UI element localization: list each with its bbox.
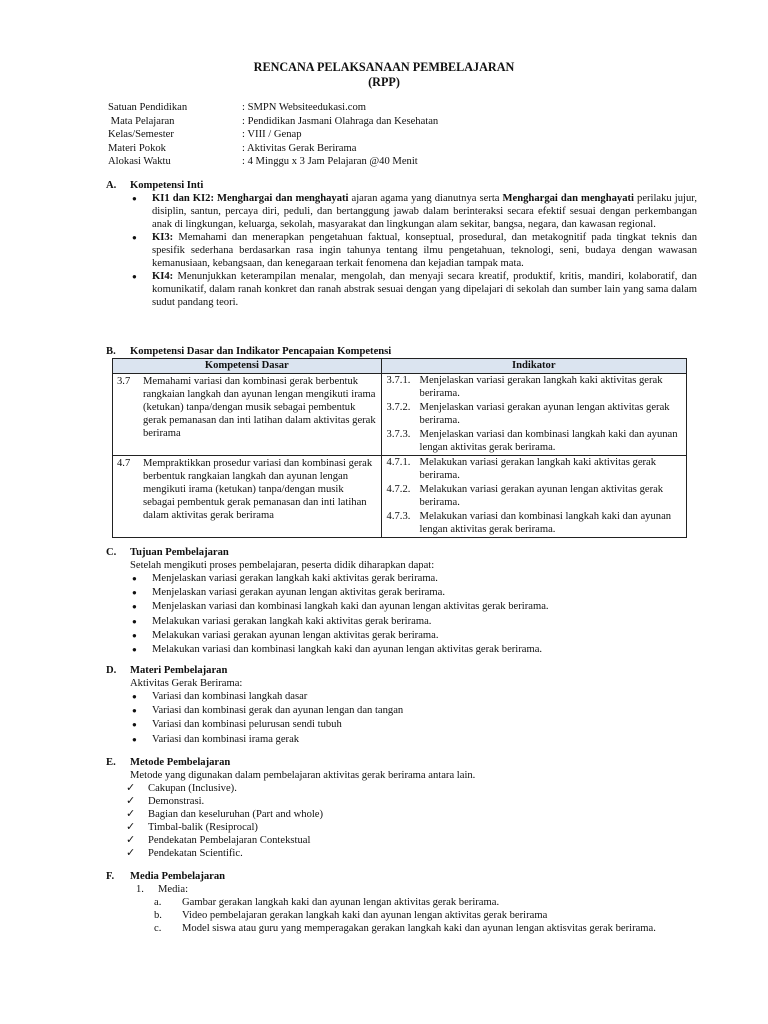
media-block <box>130 883 697 935</box>
table-header-row <box>113 359 687 374</box>
ki-list <box>130 192 697 309</box>
list-letter: c. <box>154 923 162 934</box>
indicator-number: 3.7.1. <box>386 375 411 386</box>
list-item <box>154 922 697 935</box>
ki-emphasis: Menghargai dan menghayati <box>217 193 349 204</box>
list-item <box>154 896 697 909</box>
ki-label: KI3: <box>152 232 174 243</box>
ki-item <box>130 270 697 309</box>
indicator-number: 4.7.2. <box>386 484 411 495</box>
materi-block <box>130 677 697 747</box>
section-heading-b <box>106 345 391 358</box>
list-letter: a. <box>154 897 162 908</box>
section-title: Kompetensi Dasar dan Indikator Pencapaian Kompetensi <box>130 346 392 357</box>
list-item: ● Menjelaskan variasi gerakan langkah kaki aktivitas gerak berirama. <box>130 572 697 585</box>
metode-intro: Metode yang digunakan dalam pembelajaran aktivitas gerak berirama antara lain. <box>130 770 476 781</box>
section-letter: D. <box>106 665 117 676</box>
identity-value: : Aktivitas Gerak Berirama <box>242 142 357 154</box>
section-letter: E. <box>106 757 116 768</box>
section-title: Media Pembelajaran <box>130 871 226 882</box>
section-letter: C. <box>106 547 117 558</box>
indicator-text: Melakukan variasi gerakan langkah kaki aktivitas gerak berirama. <box>419 457 657 481</box>
section-heading-f <box>106 870 225 883</box>
materi-intro: Aktivitas Gerak Berirama: <box>130 678 243 689</box>
tujuan-block <box>130 559 697 657</box>
kd-text: Memahami variasi dan kombinasi gerak berbentuk rangkaian langkah dan ayunan lengan mengikuti irama (ketukan) tanpa/dengan musik sebagai pembentuk gerak pemanasan dan inti latihan dalam aktivitas gerak berirama <box>143 376 376 439</box>
indicator-text: Menjelaskan variasi gerakan langkah kaki aktivitas gerak berirama. <box>419 375 663 399</box>
kd-number: 3.7 <box>117 376 131 387</box>
identity-value: : VIII / Genap <box>242 129 302 141</box>
list-item: ✓ Bagian dan keseluruhan (Part and whole) <box>126 808 697 821</box>
section-title: Metode Pembelajaran <box>130 757 231 768</box>
list-label: Media: <box>158 884 189 895</box>
identity-label: Mata Pelajaran <box>108 115 175 127</box>
list-item: ● Variasi dan kombinasi gerak dan ayunan lengan dan tangan <box>130 704 697 717</box>
ki-label: KI1 dan KI2: <box>152 193 214 204</box>
list-text: Gambar gerakan langkah kaki dan ayunan lengan aktivitas gerak berirama. <box>182 897 500 908</box>
indicator-number: 4.7.1. <box>386 457 411 468</box>
identity-label: Kelas/Semester <box>108 129 174 141</box>
tujuan-intro: Setelah mengikuti proses pembelajaran, peserta didik diharapkan dapat: <box>130 560 435 571</box>
indicator-text: Menjelaskan variasi dan kombinasi langkah kaki dan ayunan lengan aktivitas gerak berirama. <box>419 429 678 453</box>
identity-row <box>108 142 438 156</box>
ki-item <box>130 231 697 270</box>
identity-row <box>108 128 438 142</box>
identity-label: Alokasi Waktu <box>108 156 171 168</box>
list-number: 1. <box>136 884 144 895</box>
identity-label: Satuan Pendidikan <box>108 102 188 113</box>
section-letter: B. <box>106 346 116 357</box>
ki-text: Menunjukkan keterampilan menalar, mengolah, dan menyaji secara kreatif, produktif, kritis, mandiri, kolaboratif, dan komunikatif, dalam ranah konkret dan ranah abstrak sesuai dengan yang dipelajari di sekolah dan sumber lain yang sama dalam sudut pandang teori. <box>152 271 697 308</box>
list-item: ● Menjelaskan variasi dan kombinasi langkah kaki dan ayunan lengan aktivitas gerak berirama. <box>130 600 697 613</box>
ki-text: Memahami dan menerapkan pengetahuan faktual, konseptual, prosedural, dan metakognitif pada tingkat teknis dan spesifik sederhana berdasarkan rasa ingin tahunya tentang ilmu pengetahuan, teknologi, seni, budaya dengan wawasan kemanusiaan, kebangsaan, dan kenegaraan terkait fenomena dan kejadian tampak mata. <box>152 232 697 269</box>
indicator-number: 3.7.2. <box>386 402 411 413</box>
metode-block <box>130 769 697 860</box>
indicator-cell <box>381 456 686 538</box>
doc-title: RENCANA PELAKSANAAN PEMBELAJARAN <box>253 60 515 74</box>
table-row <box>113 456 687 538</box>
list-item: ● Variasi dan kombinasi langkah dasar <box>130 690 697 703</box>
list-item: ● Melakukan variasi gerakan langkah kaki aktivitas gerak berirama. <box>130 615 697 628</box>
media-list <box>130 883 697 896</box>
section-heading-d <box>106 664 227 677</box>
indicator-number: 3.7.3. <box>386 429 411 440</box>
list-item: ● Melakukan variasi gerakan ayunan lengan aktivitas gerak berirama. <box>130 629 697 642</box>
list-item: ✓ Pendekatan Scientific. <box>126 847 697 860</box>
list-letter: b. <box>154 910 162 921</box>
list-item: ● Menjelaskan variasi gerakan ayunan lengan aktivitas gerak berirama. <box>130 586 697 599</box>
kd-number: 4.7 <box>117 458 131 469</box>
ki-text: perilaku jujur, disiplin, santun, percaya diri, peduli, dan bertanggung jawab dalam berinteraksi secara efektif sesuai dengan perkembangan anak di lingkungan, keluarga, sekolah, masyarakat dan lingkungan alam sekitar, bangsa, negara, dan kawasan regional. <box>152 193 697 230</box>
kd-cell <box>113 456 382 538</box>
section-heading-e <box>106 756 230 769</box>
identity-value: : SMPN Websiteedukasi.com <box>242 102 367 113</box>
list-item <box>154 909 697 922</box>
ki-label: KI4: <box>152 271 174 282</box>
kd-text: Mempraktikkan prosedur variasi dan kombinasi gerak berbentuk rangkaian langkah dan ayunan lengan mengikuti irama (ketukan) tanpa/dengan musik sebagai pembentuk gerak pemanasan dan inti latihan dalam aktivitas gerak berirama <box>143 458 373 521</box>
indicator-item <box>382 401 686 427</box>
list-item: ● Variasi dan kombinasi pelurusan sendi tubuh <box>130 718 697 731</box>
section-title: Kompetensi Inti <box>130 180 204 191</box>
list-item: ✓ Pendekatan Pembelajaran Contekstual <box>126 834 697 847</box>
identity-row <box>108 115 438 129</box>
list-item <box>130 883 697 896</box>
indicator-text: Menjelaskan variasi gerakan ayunan lengan aktivitas gerak berirama. <box>419 402 670 426</box>
indicator-number: 4.7.3. <box>386 511 411 522</box>
identity-value: : Pendidikan Jasmani Olahraga dan Kesehatan <box>242 115 439 127</box>
indicator-item <box>382 374 686 400</box>
ki-text: ajaran agama yang dianutnya serta <box>351 193 500 204</box>
list-item: ✓ Demonstrasi. <box>126 795 697 808</box>
identity-block <box>108 101 438 169</box>
identity-label: Materi Pokok <box>108 142 166 154</box>
indicator-item <box>382 510 686 536</box>
section-heading-a <box>106 179 203 192</box>
doc-subtitle: (RPP) <box>368 75 400 89</box>
kd-cell <box>113 374 382 456</box>
list-item: ✓ Cakupan (Inclusive). <box>126 782 697 795</box>
identity-row <box>108 101 438 115</box>
indicator-item <box>382 483 686 509</box>
section-letter: F. <box>106 871 115 882</box>
list-text: Model siswa atau guru yang memperagakan gerakan langkah kaki dan ayunan lengan aktisvitas gerak berirama. <box>182 923 656 934</box>
identity-value: : 4 Minggu x 3 Jam Pelajaran @40 Menit <box>242 156 418 168</box>
table-row <box>113 374 687 456</box>
indicator-text: Melakukan variasi dan kombinasi langkah kaki dan ayunan lengan aktivitas gerak berirama. <box>419 511 672 535</box>
ki-item <box>130 192 697 231</box>
ki-emphasis: Menghargai dan menghayati <box>502 193 634 204</box>
indicator-item <box>382 428 686 454</box>
section-heading-c <box>106 546 229 559</box>
section-title: Tujuan Pembelajaran <box>130 547 229 558</box>
list-item: ● Melakukan variasi dan kombinasi langkah kaki dan ayunan lengan aktivitas gerak berirama. <box>130 643 697 656</box>
column-header-indikator: Indikator <box>381 359 686 374</box>
kd-indicator-table <box>112 358 687 538</box>
identity-row <box>108 155 438 169</box>
section-title: Materi Pembelajaran <box>130 665 228 676</box>
media-sublist <box>154 896 697 935</box>
indicator-text: Melakukan variasi gerakan ayunan lengan aktivitas gerak berirama. <box>419 484 664 508</box>
indicator-item <box>382 456 686 482</box>
list-item: ● Variasi dan kombinasi irama gerak <box>130 733 697 746</box>
column-header-kd: Kompetensi Dasar <box>113 359 382 374</box>
list-item: ✓ Timbal-balik (Resiprocal) <box>126 821 697 834</box>
section-letter: A. <box>106 180 117 191</box>
indicator-cell <box>381 374 686 456</box>
list-text: Video pembelajaran gerakan langkah kaki dan ayunan lengan aktivitas gerak berirama <box>182 910 548 921</box>
